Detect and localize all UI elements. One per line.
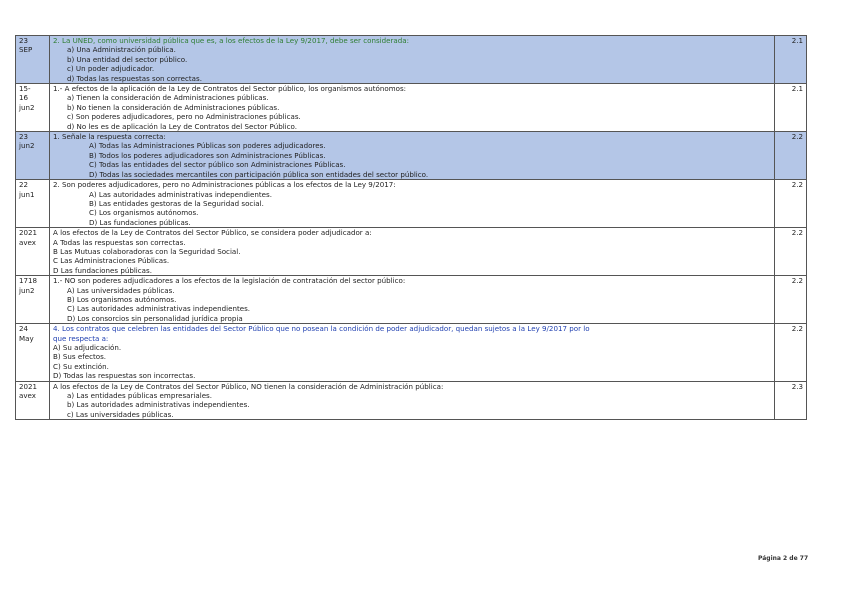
exam-date-line: avex: [19, 391, 36, 401]
answer-option: B Las Mutuas colaboradoras con la Seguridad Social.: [53, 246, 241, 256]
question-cell: [50, 228, 775, 276]
exam-date-line: 16: [19, 93, 29, 103]
question-text: 1. Señale la respuesta correcta:: [53, 132, 166, 142]
question-cell: [50, 180, 775, 228]
exam-date-cell: [16, 228, 50, 276]
table-row: [16, 180, 807, 228]
answer-option: B) Las entidades gestoras de la Seguridad social.: [89, 198, 264, 208]
answer-option: b) Las autoridades administrativas independientes.: [67, 400, 250, 410]
exam-date-cell: [16, 180, 50, 228]
answer-option: b) No tienen la consideración de Administraciones públicas.: [67, 102, 280, 112]
question-text: 1.- A efectos de la aplicación de la Ley de Contratos del Sector público, los organismos autónomos:: [53, 84, 407, 94]
exam-date-cell: [16, 324, 50, 381]
exam-date-line: 15-: [19, 84, 31, 94]
answer-option: B) Los organismos autónomos.: [67, 294, 177, 304]
answer-option: D) Todas las sociedades mercantiles con participación pública son entidades del sector público.: [89, 169, 429, 179]
answer-option: B) Todos los poderes adjudicadores son Administraciones Públicas.: [89, 150, 326, 160]
answer-option: c) Las universidades públicas.: [67, 409, 174, 419]
exam-date-cell: [16, 276, 50, 324]
answer-option: C) Las autoridades administrativas independientes.: [67, 304, 251, 314]
answer-option: D) Las fundaciones públicas.: [89, 217, 191, 227]
question-cell: [50, 36, 775, 84]
topic-number-cell: 2.1: [775, 84, 807, 132]
topic-number-cell: 2.2: [775, 132, 807, 180]
exam-date-line: jun1: [19, 189, 35, 199]
table-row: [16, 228, 807, 276]
exam-date-line: SEP: [19, 45, 33, 55]
answer-option: A) Todas las Administraciones Públicas son poderes adjudicadores.: [89, 141, 326, 151]
question-text: 2. La UNED, como universidad pública que es, a los efectos de la Ley 9/2017, debe ser considerada:: [53, 36, 409, 45]
answer-option: C) Los organismos autónomos.: [89, 208, 199, 218]
page-number: Página 2 de 77: [758, 555, 809, 562]
exam-date-line: 22: [19, 180, 29, 190]
answer-option: C) Su extinción.: [53, 361, 109, 371]
exam-date-line: 24: [19, 324, 29, 334]
exam-date-line: 23: [19, 132, 29, 142]
answer-option: c) Un poder adjudicador.: [67, 64, 155, 74]
exam-date-line: jun2: [19, 141, 35, 151]
topic-number-cell: 2.2: [775, 180, 807, 228]
question-text: 2. Son poderes adjudicadores, pero no Administraciones públicas a los efectos de la Ley 9/2017:: [53, 180, 396, 190]
questions-table: [15, 35, 807, 420]
question-cell: [50, 324, 775, 381]
exam-date-line: 23: [19, 36, 29, 45]
table-row: [16, 324, 807, 381]
topic-number-cell: 2.3: [775, 381, 807, 420]
exam-date-line: jun2: [19, 285, 35, 295]
answer-option: d) No les es de aplicación la Ley de Contratos del Sector Público.: [67, 121, 298, 131]
question-text-continued: que respecta a:: [53, 333, 109, 343]
answer-option: a) Las entidades públicas empresariales.: [67, 391, 213, 401]
exam-date-cell: [16, 84, 50, 132]
answer-option: D) Todas las respuestas son incorrectas.: [53, 371, 196, 381]
exam-date-cell: [16, 132, 50, 180]
answer-option: C Las Administraciones Públicas.: [53, 256, 170, 266]
answer-option: C) Todas las entidades del sector público son Administraciones Públicas.: [89, 160, 346, 170]
answer-option: A Todas las respuestas son correctas.: [53, 237, 186, 247]
exam-date-line: jun2: [19, 102, 35, 112]
topic-number-cell: 2.2: [775, 228, 807, 276]
exam-date-line: 1718: [19, 276, 38, 286]
exam-date-line: 2021: [19, 381, 38, 391]
answer-option: d) Todas las respuestas son correctas.: [67, 73, 202, 83]
question-cell: [50, 276, 775, 324]
answer-option: a) Una Administración pública.: [67, 45, 176, 55]
question-text: A los efectos de la Ley de Contratos del Sector Público, NO tienen la consideración de Administración pública:: [53, 381, 444, 391]
exam-date-line: May: [19, 333, 34, 343]
question-text: A los efectos de la Ley de Contratos del Sector Público, se considera poder adjudicador a:: [53, 228, 372, 238]
table-row: [16, 132, 807, 180]
table-row: [16, 381, 807, 420]
topic-number-cell: 2.1: [775, 36, 807, 84]
answer-option: D) Los consorcios sin personalidad jurídica propia: [67, 313, 243, 323]
question-text: 4. Los contratos que celebren las entidades del Sector Público que no posean la condición de poder adjudicador, quedan sujetos a la Ley 9/2017 por lo: [53, 324, 590, 334]
question-cell: [50, 381, 775, 420]
table-row: [16, 36, 807, 84]
question-cell: [50, 132, 775, 180]
answer-option: a) Tienen la consideración de Administraciones públicas.: [67, 93, 269, 103]
answer-option: b) Una entidad del sector público.: [67, 54, 188, 64]
answer-option: c) Son poderes adjudicadores, pero no Administraciones públicas.: [67, 112, 301, 122]
exam-date-cell: [16, 381, 50, 420]
table-row: [16, 84, 807, 132]
answer-option: A) Su adjudicación.: [53, 343, 122, 352]
topic-number-cell: 2.2: [775, 276, 807, 324]
exam-date-line: 2021: [19, 228, 38, 238]
exam-date-line: avex: [19, 237, 36, 247]
question-cell: [50, 84, 775, 132]
question-text: 1.- NO son poderes adjudicadores a los efectos de la legislación de contratación del sector público:: [53, 276, 406, 286]
exam-date-cell: [16, 36, 50, 84]
table-row: [16, 276, 807, 324]
answer-option: D Las fundaciones públicas.: [53, 265, 152, 275]
answer-option: A) Las universidades públicas.: [67, 285, 175, 295]
answer-option: A) Las autoridades administrativas independientes.: [89, 189, 272, 199]
topic-number-cell: 2.2: [775, 324, 807, 381]
answer-option: B) Sus efectos.: [53, 352, 107, 362]
